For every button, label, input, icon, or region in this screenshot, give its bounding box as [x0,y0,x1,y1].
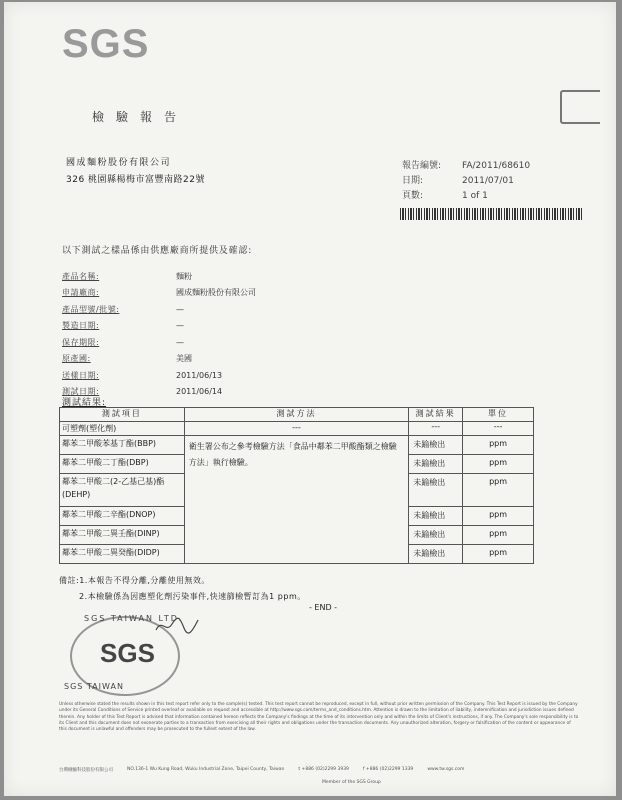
field-row [62,318,256,335]
report-meta [402,159,530,204]
header-item: 測試項目 [60,408,185,422]
table-row [60,422,534,436]
item-cell: 鄰苯二甲酸苯基丁酯(BBP) [60,436,185,455]
header-unit: 單位 [463,408,534,422]
report-title: 檢驗報告 [92,110,189,124]
barcode [400,208,584,220]
unit-cell: ppm [463,526,534,545]
field-row [62,285,256,302]
item-cell: 鄰苯二甲酸二(2-乙基己基)酯(DEHP) [60,474,185,507]
field-value: 麵粉 [176,271,192,281]
field-value: 2011/06/14 [176,387,223,397]
date-label: 日期: [402,176,424,186]
field-label: 申請廠商: [62,288,100,298]
field-label: 原產國: [62,354,91,364]
field-label: 送樣日期: [62,370,100,380]
method-cell: --- [184,422,408,436]
table-row [60,436,534,455]
field-label: 測試日期: [62,387,100,397]
signature [154,614,200,636]
method-cell: 衛生署公布之參考檢驗方法「食品中鄰苯二甲酸酯類之檢驗方法」執行檢驗。 [184,436,408,564]
header-method: 測試方法 [184,408,408,422]
footer-fax: f +886 (02)2299 1339 [362,767,414,772]
stamp-ring-text: SGS TAIWAN LTD. [84,614,184,623]
unit-cell: ppm [463,507,534,526]
result-cell: --- [409,422,463,436]
stamp-center-text: SGS [100,638,155,668]
result-cell: 未踰檢出 [409,507,463,526]
footer-phone: t +886 (02)2299 3939 [298,767,349,772]
report-no: FA/2011/68610 [462,161,531,171]
footer-member: Member of the SGS Group [322,780,381,785]
end-marker: - END - [309,603,338,612]
report-no-label: 報告編號: [402,161,442,171]
field-row [62,367,256,384]
header-result: 測試結果 [409,408,463,422]
field-value: — [176,321,184,331]
field-value: — [176,337,184,347]
unit-cell: --- [463,422,534,436]
field-row [62,334,256,351]
item-cell: 鄰苯二甲酸二異癸酯(DIDP) [60,545,185,564]
results-table [59,407,534,564]
item-cell: 鄰苯二甲酸二異壬酯(DINP) [60,526,185,545]
item-cell: 鄰苯二甲酸二丁酯(DBP) [60,455,185,474]
footer-web: www.tw.sgs.com [427,767,465,772]
item-cell: 鄰苯二甲酸二辛酯(DNOP) [60,507,185,526]
notes [59,573,306,605]
results-label: 測試結果: [62,398,107,408]
stamp-bottom-text: SGS TAIWAN [64,682,124,691]
field-row [62,301,256,318]
field-row [62,268,256,285]
report-page [4,2,616,796]
unit-cell: ppm [463,545,534,564]
sgs-logo: SGS [62,22,150,66]
legal-fine-print: Unless otherwise stated the results shown in this test report refer only to the sample(s) tested. This test report cannot be reproduced, except in full, without prior written permission of the Company. This Test Report is issued by the Company under its General Conditions of Service printed overleaf or available on request and accessible at http://www.sgs.com/terms_and_conditions.htm. Attention is drawn to the limitation of liability, indemnification and jurisdiction issues defined therein. Any holder of this Test Report is advised that information contained hereon reflects the Company's findings at the time of its intervention only and within the limits of Client's instructions, if any. The Company's sole responsibility is to its Client and this document does not exonerate parties to a transaction from exercising all their rights and obligations under the transaction documents. Any unauthorized alteration, forgery or falsification of the content or appearance of this document is unlawful and offenders may be prosecuted to the fullest extent of the law. [59,702,579,733]
sample-fields [62,268,256,400]
page-footer [59,767,579,773]
field-label: 產品型號/批號: [62,304,120,314]
result-cell: 未踰檢出 [409,526,463,545]
note-2: 2.本檢驗係為因應塑化劑污染事件,快速篩檢暫訂為1 ppm。 [79,592,306,601]
footer-address: NO.136-1 Wu Kung Road, Wuku Industrial Zone, Taipei County, Taiwan [127,767,285,772]
unit-cell: ppm [463,455,534,474]
page-count: 1 of 1 [462,191,488,201]
client-address: 326 桃園縣楊梅市富豐南路22號 [66,175,205,185]
note-1: 備註:1.本報告不得分離,分離使用無效。 [59,576,210,585]
field-label: 保存期限: [62,337,100,347]
field-label: 產品名稱: [62,271,100,281]
report-date: 2011/07/01 [462,176,514,186]
field-value: 美國 [176,354,192,364]
field-label: 製造日期: [62,321,100,331]
intro-text: 以下測試之樣品係由供應廠商所提供及確認: [62,246,253,256]
item-cell: 可塑劑(塑化劑) [60,422,185,436]
field-value: 國成麵粉股份有限公司 [176,288,256,298]
table-header-row [60,408,534,422]
client-company: 國成麵粉股份有限公司 [66,158,172,168]
field-value: — [176,304,184,314]
result-cell: 未踰檢出 [409,474,463,507]
result-cell: 未踰檢出 [409,436,463,455]
page-label: 頁數: [402,191,424,201]
field-row [62,351,256,368]
unit-cell: ppm [463,436,534,455]
field-value: 2011/06/13 [176,370,223,380]
result-cell: 未踰檢出 [409,455,463,474]
result-cell: 未踰檢出 [409,545,463,564]
unit-cell: ppm [463,474,534,507]
corner-bracket-mark [560,90,600,124]
footer-company: 台灣檢驗科技股份有限公司 [59,768,113,773]
